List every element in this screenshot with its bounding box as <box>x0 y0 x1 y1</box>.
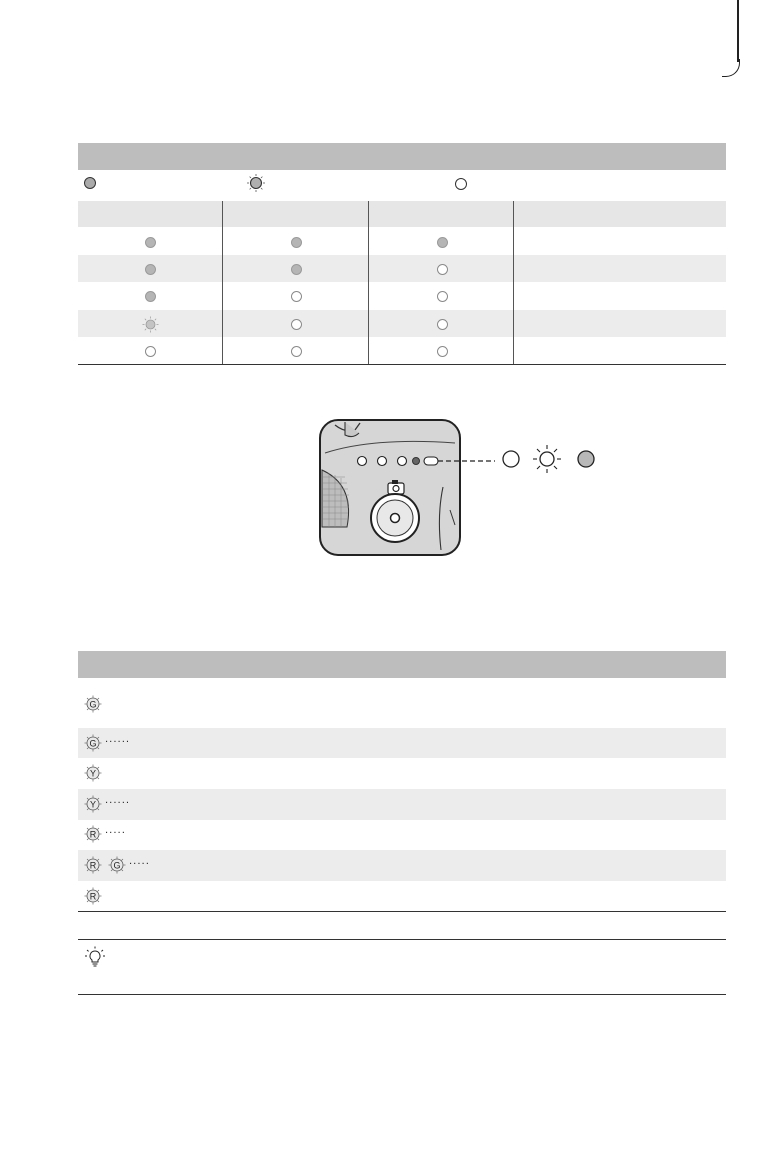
blink-pattern-dots: ······ <box>105 798 131 809</box>
svg-text:R: R <box>89 860 97 871</box>
column-divider <box>222 201 223 364</box>
svg-text:G: G <box>89 738 97 749</box>
legend-solid-icon <box>84 177 96 189</box>
blink-pattern-dots: ····· <box>105 828 126 839</box>
status-led-red-icon <box>84 825 102 843</box>
table-row <box>78 850 726 881</box>
led-solid-icon <box>291 237 302 248</box>
led-empty-icon <box>291 319 302 330</box>
edge-rule <box>737 0 739 62</box>
battery-table-header <box>78 143 726 170</box>
status-led-green-icon <box>108 856 126 874</box>
svg-text:Y: Y <box>89 768 97 779</box>
led-empty-icon <box>291 346 302 357</box>
legend-empty-icon <box>455 178 467 190</box>
led-solid-icon <box>145 291 156 302</box>
camera-body-illustration <box>315 415 615 560</box>
table-row <box>78 310 726 337</box>
table-row <box>78 255 726 282</box>
led-empty-icon <box>145 346 156 357</box>
svg-text:G: G <box>89 699 97 710</box>
status-table-bottom-rule <box>78 911 726 912</box>
tip-bottom-rule <box>78 994 726 995</box>
led-solid-icon <box>145 237 156 248</box>
svg-text:G: G <box>113 860 121 871</box>
led-solid-icon <box>291 264 302 275</box>
table-row <box>78 728 726 758</box>
status-led-red-icon <box>84 856 102 874</box>
status-led-green-icon <box>84 734 102 752</box>
column-divider <box>513 201 514 364</box>
svg-text:R: R <box>89 891 97 902</box>
led-empty-icon <box>437 291 448 302</box>
column-divider <box>368 201 369 364</box>
lightbulb-icon <box>84 946 106 968</box>
status-led-green-icon <box>84 695 102 713</box>
led-empty-icon <box>437 264 448 275</box>
led-empty-icon <box>437 346 448 357</box>
edge-arc <box>722 59 740 77</box>
status-led-yellow-icon <box>84 764 102 782</box>
svg-text:Y: Y <box>89 799 97 810</box>
led-empty-icon <box>291 291 302 302</box>
led-empty-icon <box>437 319 448 330</box>
led-solid-icon <box>437 237 448 248</box>
blink-pattern-dots: ······ <box>105 737 131 748</box>
status-led-red-icon <box>84 887 102 905</box>
table-row <box>78 789 726 820</box>
led-blinking-icon <box>142 316 159 333</box>
battery-table-column-header <box>78 201 726 227</box>
tip-top-rule <box>78 939 726 940</box>
svg-text:R: R <box>89 829 97 840</box>
legend-blinking-icon <box>246 173 266 193</box>
led-solid-icon <box>145 264 156 275</box>
status-led-yellow-icon <box>84 795 102 813</box>
blink-pattern-dots: ····· <box>129 859 150 870</box>
status-table-header <box>78 651 726 678</box>
table-bottom-rule <box>78 364 726 365</box>
